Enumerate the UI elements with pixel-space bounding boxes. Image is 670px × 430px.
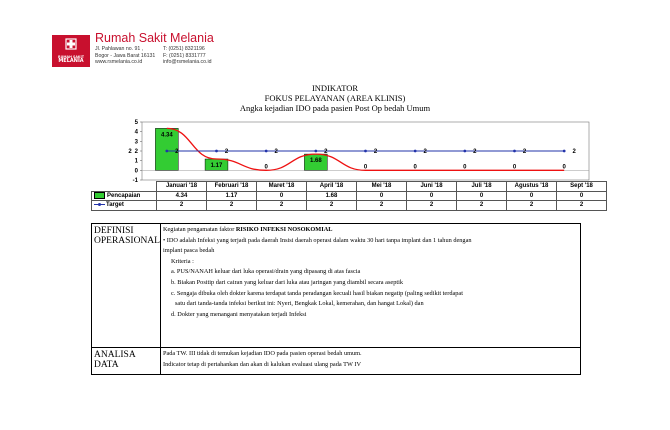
analisa-line: Indicator tetap di pertahankan dan akan di kalukan evaluasi ulang pada TW IV — [162, 360, 362, 368]
target-value: 2 — [457, 201, 507, 211]
definisi-row — [92, 224, 581, 348]
bar-data-label: 0 — [512, 164, 517, 171]
y-tick-label: 5 — [134, 120, 138, 126]
target-point — [265, 150, 268, 153]
target-value: 2 — [407, 201, 457, 211]
pencapaian-value: 0 — [507, 191, 557, 201]
y-tick-label: 3 — [134, 139, 138, 146]
target-value: 2 — [207, 201, 257, 211]
category-label: Juni '18 — [407, 182, 457, 192]
target-point — [215, 150, 218, 153]
bar-data-label: 0 — [363, 164, 368, 171]
left-target-label: 2 — [128, 149, 132, 155]
target-point — [414, 150, 417, 153]
target-data-label: 2 — [473, 149, 477, 155]
analisa-row — [92, 348, 581, 375]
category-row — [92, 182, 607, 192]
bar-swatch-icon — [94, 192, 105, 199]
pencapaian-value: 0 — [407, 191, 457, 201]
y-tick-label: 0 — [134, 168, 138, 175]
fax-line: F: (0251) 8331777 — [163, 52, 206, 59]
kegiatan-line — [163, 225, 578, 236]
target-data-label: 2 — [175, 149, 179, 155]
category-label: Sept '18 — [557, 182, 607, 192]
pencapaian-value: 0 — [457, 191, 507, 201]
bar-data-label: 0 — [413, 164, 417, 171]
pencapaian-value: 0 — [257, 191, 307, 201]
bar-data-label: 1.17 — [210, 163, 223, 170]
analisa-label: ANALISA DATA — [92, 348, 161, 375]
hospital-name: Rumah Sakit Melania — [95, 31, 214, 45]
bar-data-label: 0 — [562, 164, 566, 171]
target-data-label: 2 — [324, 149, 328, 155]
kriteria-item: b. Biakan Positip dari cairan yang keluar dari luka atau jaringan yang diambil secara aseptik — [170, 278, 403, 286]
bar-data-label: 1.68 — [309, 158, 322, 165]
target-row — [92, 201, 607, 211]
target-value: 2 — [307, 201, 357, 211]
address-block — [95, 46, 155, 66]
analisa-content — [160, 348, 580, 375]
kriteria-item: c. Sengaja dibuka oleh dokter karena terdapat tanda peradangan kecuali hasil biakan negatip (paling sedikit terdapat — [170, 289, 463, 297]
target-point — [314, 150, 317, 153]
kriteria-item-cont: satu dari tanda-tanda infeksi berikut ini: Nyeri, Bengkak Lokal, kemerahan, dan hangat Lokal) dan — [174, 300, 424, 308]
chart-data-table — [91, 181, 607, 211]
hospital-logo — [52, 35, 90, 67]
contact-block — [163, 46, 212, 66]
title-indicator-name: Angka kejadian IDO pada pasien Post Op bedah Umum — [239, 103, 431, 113]
target-point — [563, 150, 566, 153]
kegiatan-bold: RISIKO INFEKSI NOSOKOMIAL — [235, 226, 333, 233]
legend-target-label: Target — [106, 202, 124, 209]
pencapaian-value: 1.17 — [207, 191, 257, 201]
y-tick-label: 2 — [134, 149, 138, 155]
address-line: Bogor - Jawa Barat 16131 — [95, 52, 156, 59]
legend-pencapaian — [92, 191, 157, 201]
definisi-label: DEFINISI OPERASIONAL — [92, 224, 161, 348]
target-data-label: 2 — [572, 149, 576, 155]
target-data-label: 2 — [224, 149, 229, 155]
ido-definition: • IDO adalah Infeksi yang terjadi pada daerah Insisi daerah operasi dalam waktu 30 hari tanpa implant dan 1 tahun dengan — [162, 236, 472, 244]
category-label: Maret '18 — [257, 182, 307, 192]
target-data-label: 2 — [373, 149, 378, 155]
target-data-label: 2 — [522, 149, 527, 155]
target-point — [165, 150, 168, 153]
definition-table — [91, 223, 581, 375]
address-line: Jl. Pahlawan no. 91 , — [95, 46, 144, 52]
pencapaian-value: 1.68 — [307, 191, 357, 201]
category-label: Januari '18 — [157, 182, 207, 192]
email-line: info@rsmelania.co.id — [163, 59, 212, 65]
bar-data-label: 0 — [463, 164, 467, 171]
kegiatan-prefix: Kegiatan pengamatan faktor — [162, 226, 236, 233]
pencapaian-value: 0 — [557, 191, 607, 201]
analisa-line: Pada TW. III tidak di temukan kejadian IDO pada pasien operasi bedah umum. — [162, 350, 362, 357]
ido-definition-cont: implant pasca bedah — [162, 247, 215, 255]
kriteria-heading: Kriteria : — [170, 257, 194, 265]
category-label: Juli '18 — [457, 182, 507, 192]
line-swatch-icon — [94, 202, 105, 207]
target-data-label: 2 — [423, 149, 427, 155]
pencapaian-value: 0 — [357, 191, 407, 201]
category-label: Agustus '18 — [507, 182, 557, 192]
target-point — [364, 150, 367, 153]
bar-data-label: 0 — [264, 164, 268, 171]
legend-pencapaian-label: Pencapaian — [107, 193, 141, 200]
bar-data-label: 4.34 — [160, 132, 173, 139]
definisi-content — [160, 224, 580, 348]
y-tick-label: 4 — [134, 129, 138, 136]
target-value: 2 — [157, 201, 207, 211]
target-point — [463, 150, 466, 153]
pencapaian-value: 4.34 — [157, 191, 207, 201]
logo-text-line1: RUMAH SAKIT — [58, 55, 84, 59]
y-tick-label: 1 — [134, 158, 138, 165]
category-label: April '18 — [307, 182, 357, 192]
target-point — [513, 150, 516, 153]
target-value: 2 — [507, 201, 557, 211]
address-line: www.rsmelania.co.id — [95, 59, 143, 65]
y-tick-label: -1 — [132, 178, 138, 184]
target-value: 2 — [557, 201, 607, 211]
ido-chart — [125, 117, 595, 185]
target-data-label: 2 — [274, 149, 278, 155]
phone-line: T: (0251) 8321196 — [163, 46, 205, 52]
kriteria-item: a. PUS/NANAH keluar dari luka operasi/drain yang dipasang di atas fascia — [170, 268, 361, 276]
category-label: Mei '18 — [357, 182, 407, 192]
target-value: 2 — [357, 201, 407, 211]
kriteria-item: d. Dokter yang menangani menyatakan terjadi Infeksi — [170, 310, 307, 318]
legend-target — [92, 201, 157, 211]
logo-text-line2: MELANIA — [58, 58, 84, 64]
category-label: Februari '18 — [207, 182, 257, 192]
target-value: 2 — [257, 201, 307, 211]
title-indikator: INDIKATOR — [311, 83, 359, 93]
pencapaian-row — [92, 191, 607, 201]
title-fokus: FOKUS PELAYANAN (AREA KLINIS) — [264, 93, 406, 103]
